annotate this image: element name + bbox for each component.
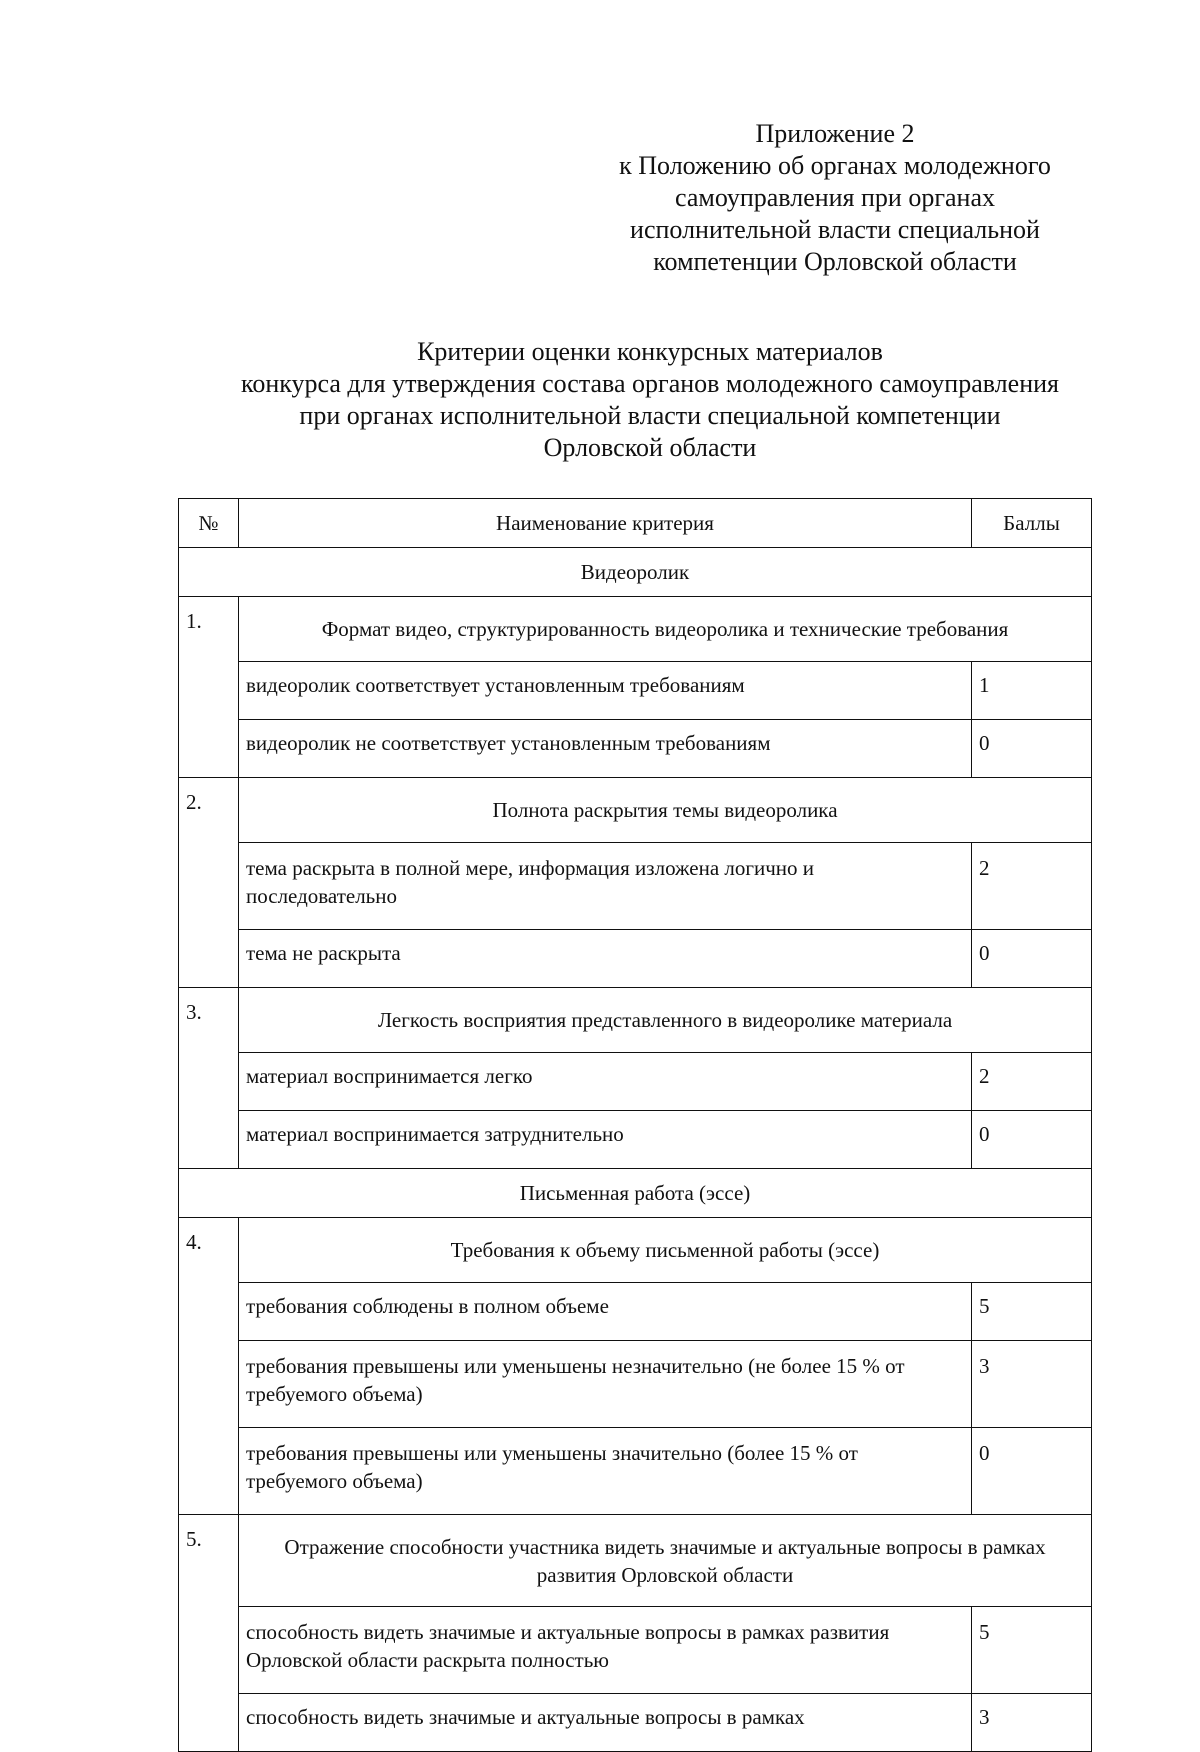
option-text: требования превышены или уменьшены незначительно (не более 15 % от требуемого объема) [239,1341,972,1428]
option-row [179,843,1092,930]
option-text: требования превышены или уменьшены значительно (более 15 % от требуемого объема) [239,1428,972,1515]
option-row [179,1283,1092,1341]
option-row [179,1111,1092,1169]
appendix-line: исполнительной власти специальной [630,215,1040,244]
option-score: 3 [972,1694,1092,1752]
option-score: 5 [972,1283,1092,1341]
table-header-row [179,499,1092,548]
criterion-number: 1. [179,597,239,778]
option-text: тема раскрыта в полной мере, информация изложена логично и последовательно [239,843,972,930]
title-line: Орловской области [543,433,757,462]
criterion-name: Отражение способности участника видеть значимые и актуальные вопросы в рамках развития Орловской области [239,1515,1092,1607]
option-row [179,1053,1092,1111]
criterion-row [179,597,1092,662]
appendix-line: компетенции Орловской области [653,247,1017,276]
criterion-row [179,1515,1092,1607]
section-row [179,548,1092,597]
option-score: 0 [972,720,1092,778]
option-score: 0 [972,930,1092,988]
option-text: требования соблюдены в полном объеме [239,1283,972,1341]
option-row [179,662,1092,720]
option-score: 1 [972,662,1092,720]
appendix-header [585,118,1085,278]
title-line: Критерии оценки конкурсных материалов [417,337,883,366]
option-score: 3 [972,1341,1092,1428]
criteria-table [178,498,1092,1752]
appendix-line: Приложение 2 [755,119,915,148]
title-line: конкурса для утверждения состава органов молодежного самоуправления [241,369,1059,398]
criterion-name: Формат видео, структурированность видеоролика и технические требования [239,597,1092,662]
option-text: видеоролик не соответствует установленным требованиям [239,720,972,778]
criterion-number: 2. [179,778,239,988]
option-text: способность видеть значимые и актуальные вопросы в рамках развития Орловской области раскрыта полностью [239,1607,972,1694]
criterion-row [179,988,1092,1053]
criterion-number: 3. [179,988,239,1169]
option-score: 0 [972,1111,1092,1169]
option-row [179,1428,1092,1515]
header-score: Баллы [972,499,1092,548]
option-text: тема не раскрыта [239,930,972,988]
criterion-row [179,1218,1092,1283]
option-text: способность видеть значимые и актуальные вопросы в рамках [239,1694,972,1752]
option-row [179,720,1092,778]
appendix-line: к Положению об органах молодежного [619,151,1051,180]
section-row [179,1169,1092,1218]
criterion-name: Требования к объему письменной работы (эссе) [239,1218,1092,1283]
criterion-number: 5. [179,1515,239,1752]
criterion-name: Легкость восприятия представленного в видеоролике материала [239,988,1092,1053]
option-row [179,930,1092,988]
criterion-row [179,778,1092,843]
option-row [179,1607,1092,1694]
option-text: материал воспринимается затруднительно [239,1111,972,1169]
criterion-number: 4. [179,1218,239,1515]
option-score: 0 [972,1428,1092,1515]
criterion-name: Полнота раскрытия темы видеоролика [239,778,1092,843]
header-criterion-name: Наименование критерия [239,499,972,548]
document-title [180,336,1120,464]
header-number: № [179,499,239,548]
appendix-line: самоуправления при органах [674,183,996,212]
option-text: видеоролик соответствует установленным требованиям [239,662,972,720]
section-title: Видеоролик [179,548,1092,597]
option-text: материал воспринимается легко [239,1053,972,1111]
option-row [179,1341,1092,1428]
section-title: Письменная работа (эссе) [179,1169,1092,1218]
option-score: 2 [972,843,1092,930]
option-row [179,1694,1092,1752]
option-score: 2 [972,1053,1092,1111]
option-score: 5 [972,1607,1092,1694]
title-line: при органах исполнительной власти специальной компетенции [299,401,1001,430]
